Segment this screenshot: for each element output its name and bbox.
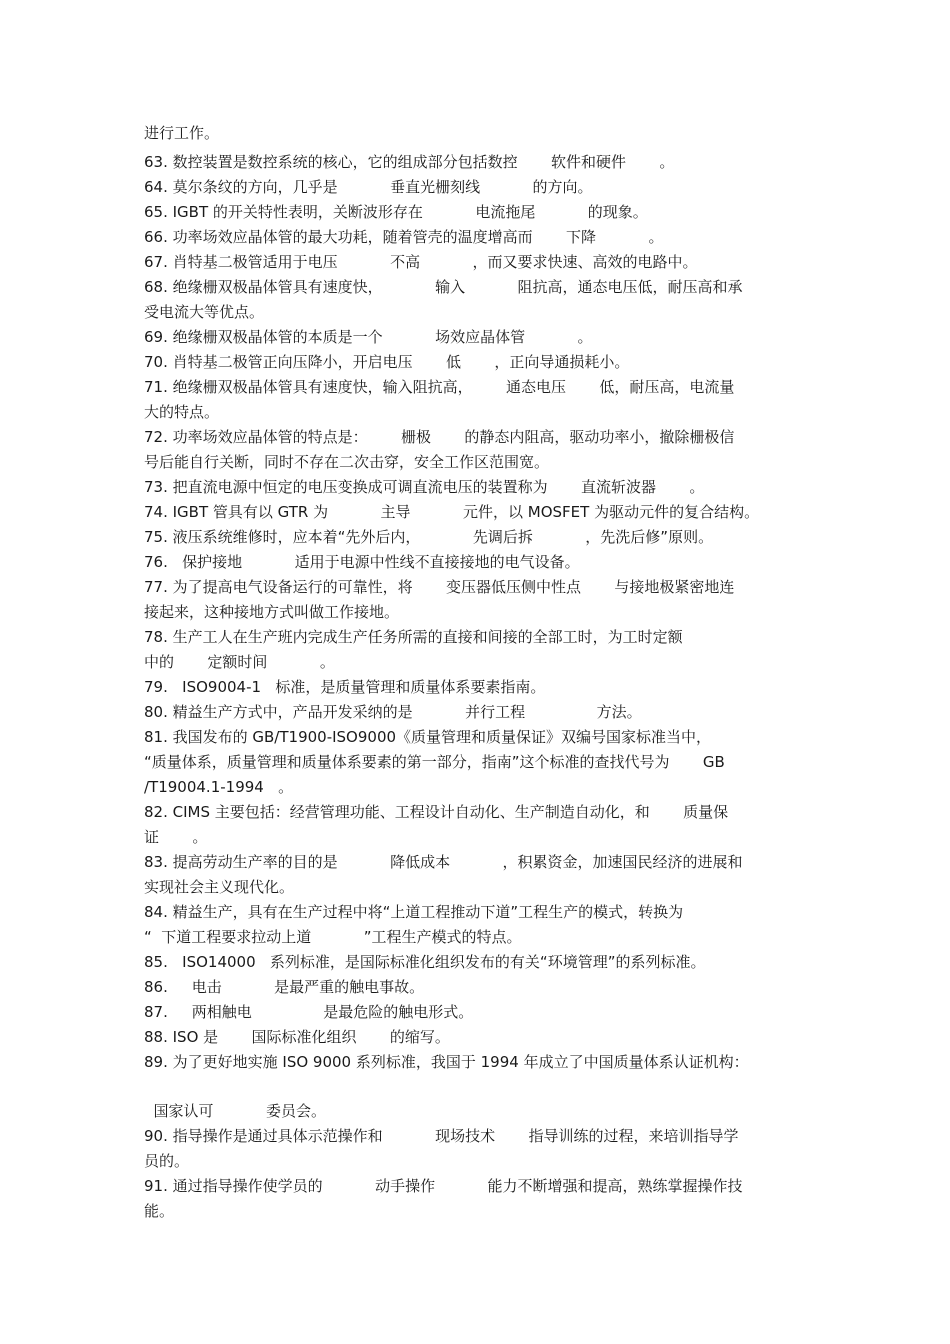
text-line: 75. 液压系统维修时，应本着“先外后内， 先调后拆 ，先洗后修”原则。	[144, 528, 714, 546]
text-line: 74. IGBT 管具有以 GTR 为 主导 元件，以 MOSFET 为驱动元件的复合结构。	[144, 503, 760, 521]
text-line: 国家认可 委员会。	[144, 1102, 326, 1120]
text-line: 72. 功率场效应晶体管的特点是： 栅极 的静态内阻高，驱动功率小，撤除栅极信	[144, 428, 735, 446]
text-line: 71. 绝缘栅双极晶体管具有速度快，输入阻抗高， 通态电压 低，耐压高，电流量	[144, 378, 735, 396]
text-line: “质量体系，质量管理和质量体系要素的第一部分，指南”这个标准的查找代号为 GB	[144, 753, 725, 771]
text-line: 进行工作。	[144, 124, 220, 142]
text-line: 86. 电击 是最严重的触电事故。	[144, 978, 425, 996]
text-line: 83. 提高劳动生产率的目的是 降低成本 ，积累资金，加速国民经济的进展和	[144, 853, 743, 871]
text-line: 大的特点。	[144, 403, 220, 421]
text-line: 66. 功率场效应晶体管的最大功耗，随着管壳的温度增高而 下降 。	[144, 228, 664, 246]
text-line: 84. 精益生产，具有在生产过程中将“上道工程推动下道”工程生产的模式，转换为	[144, 903, 684, 921]
text-line: 67. 肖特基二极管适用于电压 不高 ，而又要求快速、高效的电路中。	[144, 253, 698, 271]
text-line: 79. ISO9004-1 标准，是质量管理和质量体系要素指南。	[144, 678, 546, 696]
text-line: 89. 为了更好地实施 ISO 9000 系列标准，我国于 1994 年成立了中国质量体系认证机构：	[144, 1053, 749, 1071]
text-line: 70. 肖特基二极管正向压降小，开启电压 低 ，正向导通损耗小。	[144, 353, 630, 371]
text-line: “ 下道工程要求拉动上道 ”工程生产模式的特点。	[144, 928, 522, 946]
text-line: 63. 数控装置是数控系统的核心，它的组成部分包括数控 软件和硬件 。	[144, 153, 675, 171]
text-line: 接起来，这种接地方式叫做工作接地。	[144, 603, 400, 621]
text-line: 证 。	[144, 828, 208, 846]
text-line: 82. CIMS 主要包括：经营管理功能、工程设计自动化、生产制造自动化，和 质量保	[144, 803, 729, 821]
text-line: 69. 绝缘栅双极晶体管的本质是一个 场效应晶体管 。	[144, 328, 593, 346]
text-line: 中的 定额时间 。	[144, 653, 335, 671]
text-line: 员的。	[144, 1152, 190, 1170]
text-line: 65. IGBT 的开关特性表明，关断波形存在 电流拖尾 的现象。	[144, 203, 648, 221]
text-line: 能。	[144, 1202, 175, 1220]
text-line: 78. 生产工人在生产班内完成生产任务所需的直接和间接的全部工时，为工时定额	[144, 628, 683, 646]
text-line: 77. 为了提高电气设备运行的可靠性，将 变压器低压侧中性点 与接地极紧密地连	[144, 578, 735, 596]
text-line: 76. 保护接地 适用于电源中性线不直接接地的电气设备。	[144, 553, 580, 571]
text-line: 80. 精益生产方式中，产品开发采纳的是 并行工程 方法。	[144, 703, 642, 721]
text-line: 90. 指导操作是通过具体示范操作和 现场技术 指导训练的过程，来培训指导学	[144, 1127, 739, 1145]
text-line: 73. 把直流电源中恒定的电压变换成可调直流电压的装置称为 直流斩波器 。	[144, 478, 705, 496]
text-line: 68. 绝缘栅双极晶体管具有速度快， 输入 阻抗高，通态电压低，耐压高和承	[144, 278, 743, 296]
text-line: 87. 两相触电 是最危险的触电形式。	[144, 1003, 474, 1021]
text-line: 受电流大等优点。	[144, 303, 265, 321]
text-line: 64. 莫尔条纹的方向，几乎是 垂直光栅刻线 的方向。	[144, 178, 593, 196]
text-line: 实现社会主义现代化。	[144, 878, 295, 896]
text-line: /T19004.1-1994 。	[144, 778, 294, 796]
text-line: 81. 我国发布的 GB/T1900-ISO9000《质量管理和质量保证》双编号国家标准当中，	[144, 728, 712, 746]
text-line: 85. ISO14000 系列标准，是国际标准化组织发布的有关“环境管理”的系列标准。	[144, 953, 706, 971]
text-line: 91. 通过指导操作使学员的 动手操作 能力不断增强和提高，熟练掌握操作技	[144, 1177, 743, 1195]
text-line: 号后能自行关断，同时不存在二次击穿，安全工作区范围宽。	[144, 453, 550, 471]
text-line: 88. ISO 是 国际标准化组织 的缩写。	[144, 1028, 450, 1046]
